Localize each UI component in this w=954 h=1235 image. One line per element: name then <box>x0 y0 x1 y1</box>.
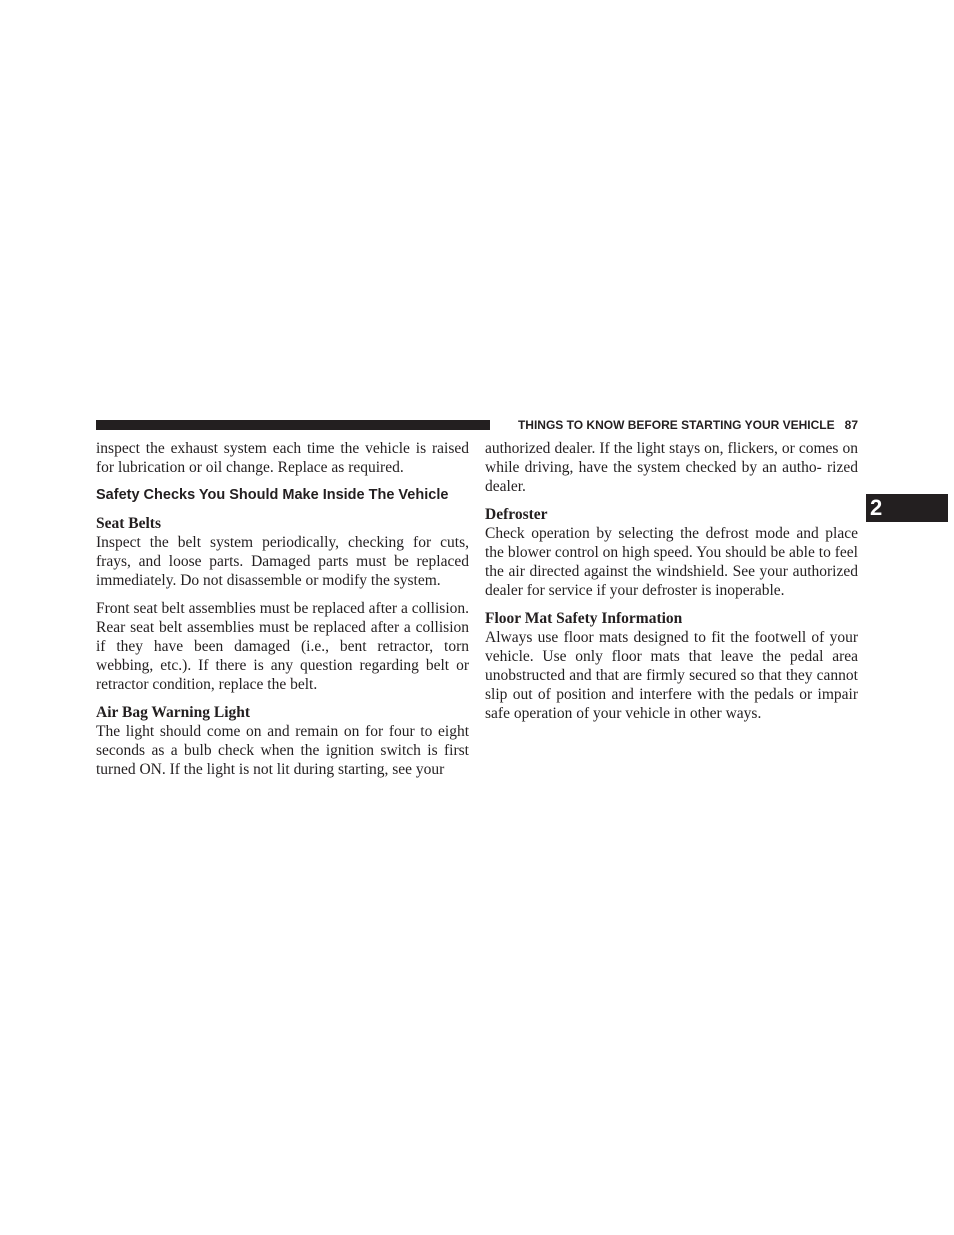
air-bag-paragraph: The light should come on and remain on for four to eight seconds as a bulb check when the ignition switch is first turned ON. If the light is not lit during starting, see your <box>96 723 469 778</box>
defroster-paragraph: Check operation by selecting the defrost mode and place the blower control on high speed. You should be able to feel the air directed against the windshield. See your authorized dealer for service if your defroster is inoperable. <box>485 525 858 599</box>
chapter-number: 2 <box>870 495 883 520</box>
defroster-heading: Defroster <box>485 506 548 523</box>
floor-mat-paragraph: Always use floor mats designed to fit the footwell of your vehicle. Use only floor mats that leave the pedal area unobstructed and that are firmly secured so that they cannot slip out of position and interfere with the pedals or impair safe operation of your vehicle in other ways. <box>485 629 858 722</box>
section-heading: Safety Checks You Should Make Inside The Vehicle <box>96 487 449 503</box>
page-number: 87 <box>844 418 858 432</box>
chapter-tab <box>866 494 948 522</box>
air-bag-heading: Air Bag Warning Light <box>96 704 251 721</box>
right-column <box>485 439 858 723</box>
floor-mat-heading: Floor Mat Safety Information <box>485 610 683 627</box>
seat-belts-heading: Seat Belts <box>96 515 162 532</box>
left-column <box>96 439 469 779</box>
seat-belts-paragraph-1: Inspect the belt system periodically, checking for cuts, frays, and loose parts. Damaged parts must be replaced immediately. Do not disassemble or modify the system. <box>96 534 469 589</box>
running-header <box>498 417 858 433</box>
intro-paragraph: inspect the exhaust system each time the vehicle is raised for lubrication or oil change. Replace as required. <box>96 440 469 476</box>
section-title: THINGS TO KNOW BEFORE STARTING YOUR VEHICLE <box>517 418 835 432</box>
continued-paragraph: authorized dealer. If the light stays on, flickers, or comes on while driving, have the system checked by an autho- rized dealer. <box>485 440 858 495</box>
seat-belts-paragraph-2: Front seat belt assemblies must be replaced after a collision. Rear seat belt assemblies must be replaced after a collision if they have been damaged (i.e., bent retractor, torn webbing, etc.). If there is any question regarding belt or retractor condition, replace the belt. <box>96 600 469 693</box>
header-rule <box>96 420 490 430</box>
